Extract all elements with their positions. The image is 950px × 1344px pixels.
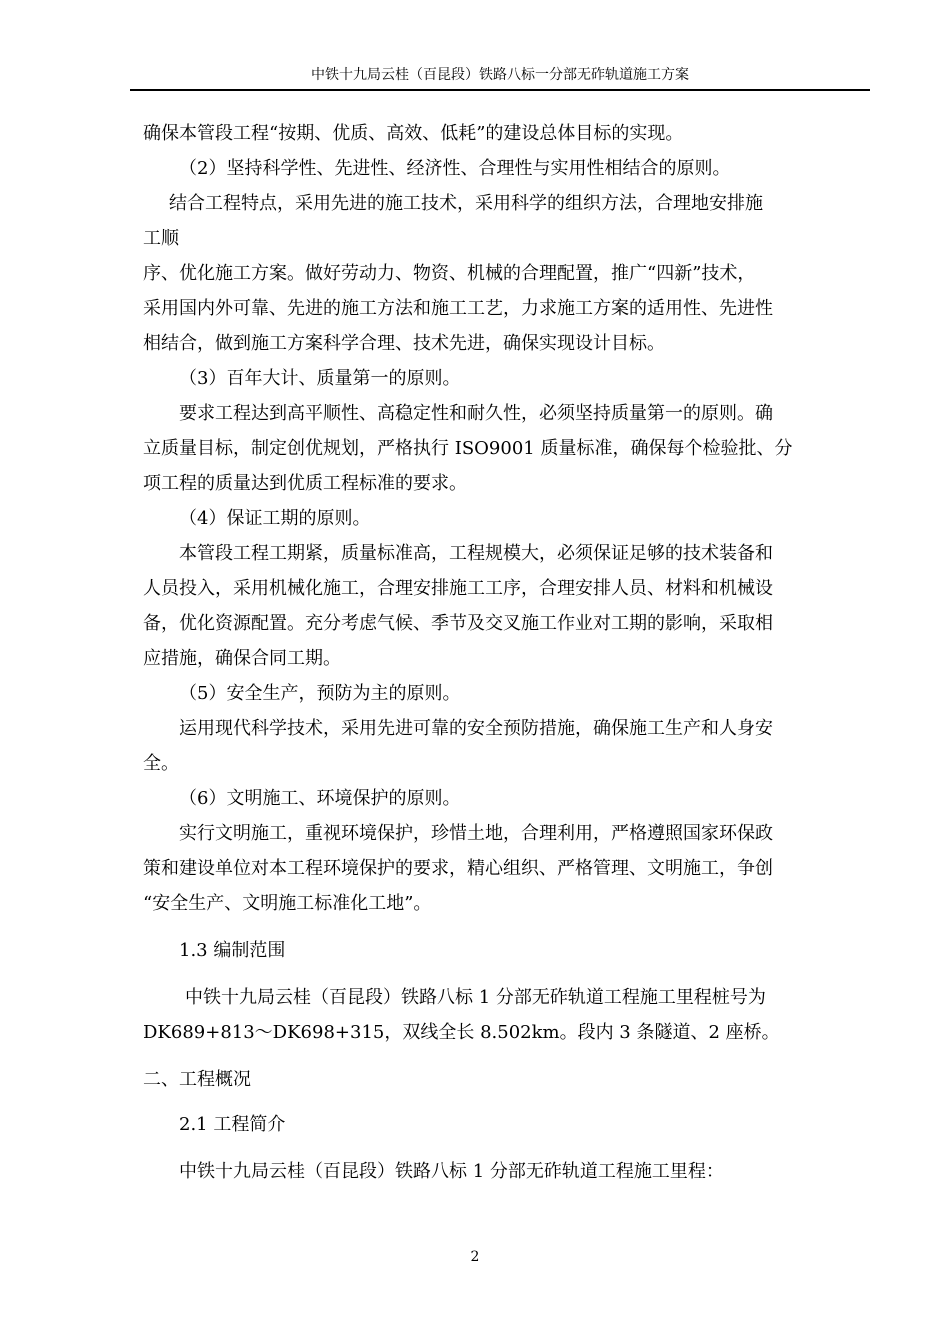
paragraph-line: 备，优化资源配置。充分考虑气候、季节及交叉施工作业对工期的影响，采取相: [143, 613, 773, 634]
paragraph-line: 运用现代科学技术，采用先进可靠的安全预防措施，确保施工生产和人身安: [179, 718, 773, 739]
page-header: 中铁十九局云桂（百昆段）铁路八标一分部无砟轨道施工方案: [311, 67, 689, 83]
paragraph-line: 工顺: [143, 228, 179, 249]
paragraph-line: 中铁十九局云桂（百昆段）铁路八标 1 分部无砟轨道工程施工里程：: [179, 1161, 724, 1182]
principle-heading: （2）坚持科学性、先进性、经济性、合理性与实用性相结合的原则。: [179, 158, 731, 179]
paragraph-line: DK689+813～DK698+315，双线全长 8.502km。段内 3 条隧道、2 座桥。: [143, 1022, 780, 1043]
document-body: [143, 116, 808, 1189]
paragraph-line: 项工程的质量达到优质工程标准的要求。: [143, 473, 467, 494]
paragraph-line: 相结合，做到施工方案科学合理、技术先进，确保实现设计目标。: [143, 333, 665, 354]
paragraph-line: 应措施，确保合同工期。: [143, 648, 341, 669]
page-number: 2: [470, 1249, 480, 1265]
paragraph-line: 策和建设单位对本工程环境保护的要求，精心组织、严格管理、文明施工，争创: [143, 858, 773, 879]
paragraph-line: “安全生产、文明施工标准化工地”。: [143, 893, 432, 914]
paragraph-line: 立质量目标，制定创优规划，严格执行 ISO9001 质量标准，确保每个检验批、分: [143, 438, 793, 459]
principle-heading: （4）保证工期的原则。: [179, 508, 371, 529]
paragraph-line: 本管段工程工期紧，质量标准高，工程规模大，必须保证足够的技术装备和: [179, 543, 773, 564]
paragraph-line: 确保本管段工程“按期、优质、高效、低耗”的建设总体目标的实现。: [143, 123, 684, 144]
principle-heading: （3）百年大计、质量第一的原则。: [179, 368, 461, 389]
paragraph-line: 要求工程达到高平顺性、高稳定性和耐久性，必须坚持质量第一的原则。确: [179, 403, 773, 424]
paragraph-line: 序、优化施工方案。做好劳动力、物资、机械的合理配置，推广“四新”技术，: [143, 263, 756, 284]
paragraph-line: 中铁十九局云桂（百昆段）铁路八标 1 分部无砟轨道工程施工里程桩号为: [185, 987, 766, 1008]
chapter-heading: 二、工程概况: [143, 1069, 251, 1090]
paragraph-line: 采用国内外可靠、先进的施工方法和施工工艺，力求施工方案的适用性、先进性: [143, 298, 773, 319]
paragraph-line: 实行文明施工，重视环境保护，珍惜土地，合理利用，严格遵照国家环保政: [179, 823, 773, 844]
section-heading: 2.1 工程简介: [179, 1114, 286, 1135]
section-heading: 1.3 编制范围: [179, 940, 286, 961]
header-divider: [130, 89, 870, 91]
principle-heading: （5）安全生产，预防为主的原则。: [179, 683, 461, 704]
paragraph-line: 全。: [143, 753, 179, 774]
principle-heading: （6）文明施工、环境保护的原则。: [179, 788, 461, 809]
paragraph-line: 人员投入，采用机械化施工，合理安排施工工序，合理安排人员、材料和机械设: [143, 578, 773, 599]
paragraph-line: 结合工程特点，采用先进的施工技术，采用科学的组织方法，合理地安排施: [169, 193, 763, 214]
